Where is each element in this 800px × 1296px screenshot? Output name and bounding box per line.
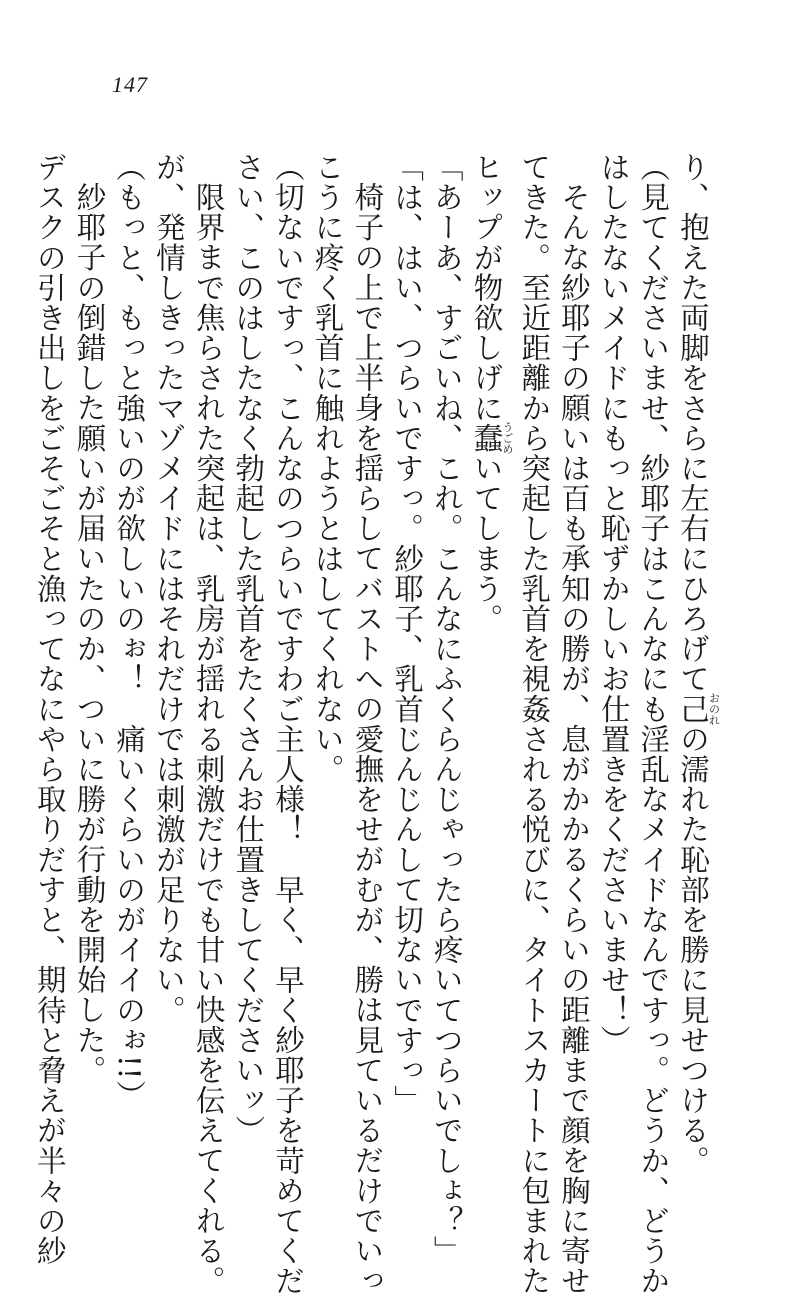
text-line-14: が、発情しきったマゾメイドにはそれだけでは刺激が足りない。	[151, 152, 186, 1025]
text-line-1: り、抱えた両脚をさらに左右にひろげて己おのれの濡れた恥部を勝に見せつける。	[676, 152, 721, 1176]
text-line-10: こうに疼く乳首に触れようとはしてくれない。	[310, 152, 345, 785]
page-number: 147	[112, 72, 148, 97]
text-line-15: （もっと、もっと強いのが欲しいのぉ！ 痛いくらいのがイイのぉ!!）	[112, 152, 147, 1111]
text-line-2: （見てくださいませ、紗耶子はこんなにも淫乱なメイドなんですっ。どうか、どうか	[636, 152, 671, 1296]
text-line-17: デスクの引き出しをごそごそと漁ってなにやら取りだすと、期待と脅えが半々の紗	[32, 152, 67, 1266]
text-line-8: 「は、はい、つらいですっ。紗耶子、乳首じんじんして切ないですっ」	[390, 152, 425, 1116]
text-line-6: ヒップが物欲しげに蠢うごめいてしまう。	[469, 152, 514, 634]
text-line-13: 限界まで焦らされた突起は、乳房が揺れる刺激だけでも甘い快感を伝えてくれる。	[191, 181, 226, 1296]
text-line-4: そんな紗耶子の願いは百も承知の勝が、息がかかるくらいの距離まで顔を胸に寄せ	[556, 181, 591, 1296]
ruby-annotation: 己おのれ	[676, 692, 721, 726]
text-line-5: てきた。至近距離から突起した乳首を視姦される悦びに、タイトスカートに包まれた	[517, 152, 552, 1296]
ruby-annotation: 蠢うごめ	[469, 421, 514, 455]
ruby-reading: うごめ	[500, 421, 514, 455]
text-line-12: さい、このはしたなく勃起した乳首をたくさんお仕置きしてくださいッ）	[231, 152, 266, 1146]
text-line-11: （切ないですっ、こんなのつらいですわご主人様！ 早く、早く紗耶子を苛めてくだ	[270, 152, 305, 1296]
text-line-7: 「あーあ、すごいね、これ。こんなにふくらんじゃったら疼いてつらいでしょ？」	[429, 152, 464, 1266]
text-line-9: 椅子の上で上半身を揺らしてバストへの愛撫をせがむが、勝は見ているだけでいっ	[350, 181, 385, 1296]
ruby-reading: おのれ	[707, 692, 721, 726]
text-line-16: 紗耶子の倒錯した願いが届いたのか、ついに勝が行動を開始した。	[72, 181, 107, 1085]
vertical-text-body	[29, 152, 721, 1296]
text-line-3: はしたないメイドにもっと恥ずかしいお仕置きをくださいませ！）	[596, 152, 631, 1055]
